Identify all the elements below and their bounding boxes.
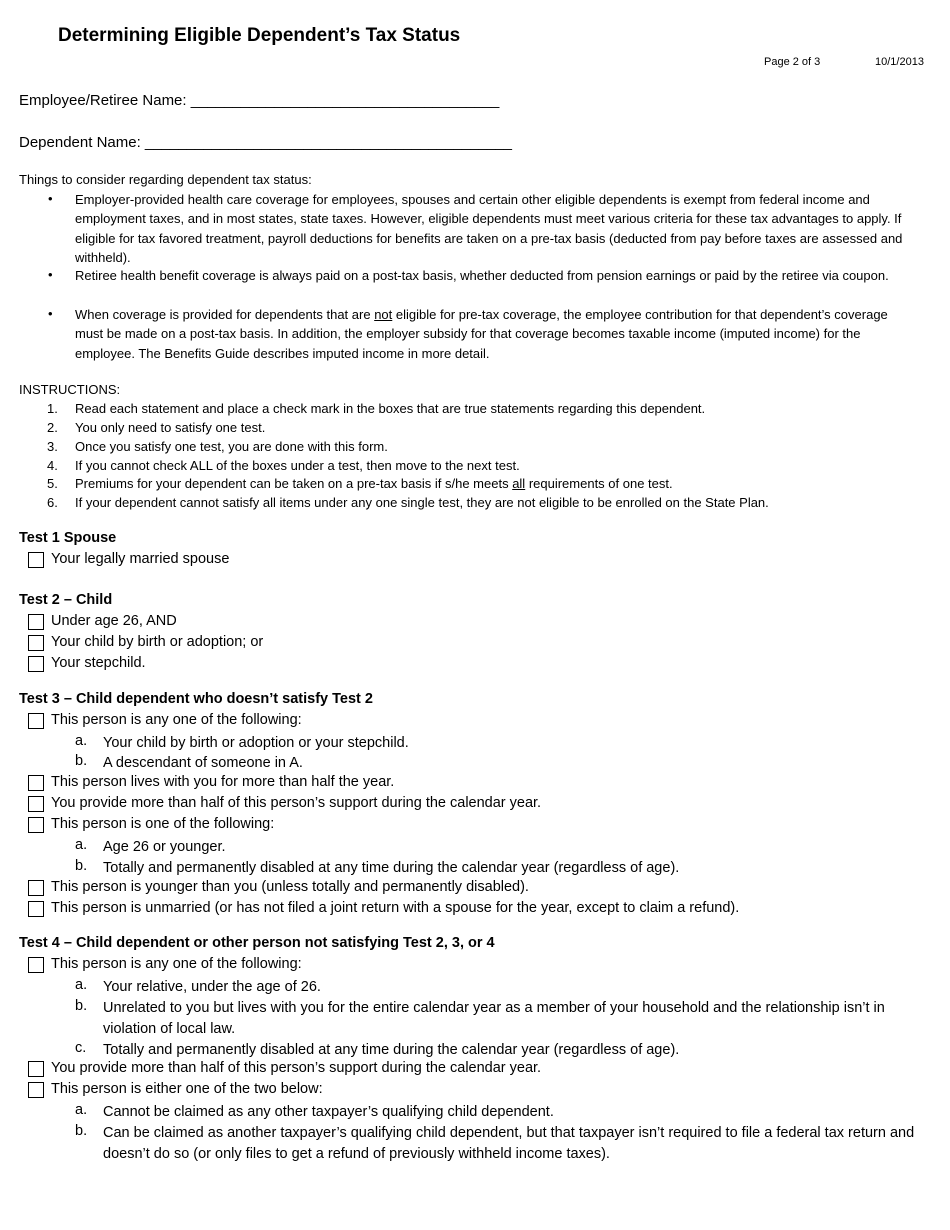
consider-bullet-3	[75, 305, 905, 363]
test-3-heading: Test 3 – Child dependent who doesn’t satisfy Test 2	[19, 691, 373, 707]
instruction-5-post: requirements of one test.	[525, 476, 673, 491]
sub-item-label: b.	[75, 1123, 88, 1139]
bullet-3-text-post: eligible for pre-tax coverage, the employee contribution for that dependent’s coverage must be made on a post-tax basis. In addition, the employer subsidy for that coverage becomes taxable income (imputed income) for the employee. The Benefits Guide describes imputed income in more detail.	[75, 307, 888, 361]
instruction-number: 3.	[47, 439, 58, 454]
test-2-checkbox-1[interactable]	[28, 614, 44, 630]
employee-name-field[interactable]: Employee/Retiree Name: _____________________________________	[19, 92, 500, 109]
instruction-item-1: Read each statement and place a check mark in the boxes that are true statements regarding this dependent.	[75, 401, 706, 416]
instruction-5-emphasis: all	[512, 476, 526, 491]
test-3-sub-item: Age 26 or younger.	[103, 839, 226, 855]
test-3-checkbox-2[interactable]	[28, 775, 44, 791]
test-1-checkbox-1[interactable]	[28, 552, 44, 568]
test-3-item-3: You provide more than half of this person’s support during the calendar year.	[51, 795, 542, 811]
test-3-sub-item: Your child by birth or adoption or your stepchild.	[103, 735, 409, 751]
test-4-heading: Test 4 – Child dependent or other person not satisfying Test 2, 3, or 4	[19, 935, 495, 951]
test-1-item-1: Your legally married spouse	[51, 551, 230, 567]
dependent-name-field[interactable]: Dependent Name: ____________________________________________	[19, 134, 512, 151]
instruction-item-6: If your dependent cannot satisfy all items under any one single test, they are not eligible to be enrolled on the State Plan.	[75, 495, 769, 510]
instruction-number: 4.	[47, 458, 58, 473]
test-1-heading: Test 1 Spouse	[19, 530, 117, 546]
test-2-item-3: Your stepchild.	[51, 655, 146, 671]
test-4-sub-item: Your relative, under the age of 26.	[103, 979, 321, 995]
test-2-checkbox-3[interactable]	[28, 656, 44, 672]
test-4-sub-item: Cannot be claimed as any other taxpayer’s qualifying child dependent.	[103, 1104, 554, 1120]
test-3-item-1: This person is any one of the following:	[51, 712, 302, 728]
test-4-sub-item: Unrelated to you but lives with you for the entire calendar year as a member of your household and the relationship isn’t in violation of local law.	[103, 1000, 885, 1037]
instruction-item-2: You only need to satisfy one test.	[75, 420, 266, 435]
consider-heading: Things to consider regarding dependent tax status:	[19, 172, 312, 187]
test-2-checkbox-2[interactable]	[28, 635, 44, 651]
test-4-sub-item: Can be claimed as another taxpayer’s qualifying child dependent, but that taxpayer isn’t required to file a federal tax return and doesn’t do so (or only files to get a refund of previously withheld income taxes).	[103, 1125, 915, 1162]
test-3-checkbox-4[interactable]	[28, 817, 44, 833]
sub-item-label: a.	[75, 977, 88, 993]
test-3-checkbox-1[interactable]	[28, 713, 44, 729]
sub-item-label: b.	[75, 858, 88, 874]
instruction-item-4: If you cannot check ALL of the boxes under a test, then move to the next test.	[75, 458, 520, 473]
test-3-item-2: This person lives with you for more than half the year.	[51, 774, 395, 790]
bullet-3-emphasis: not	[374, 307, 393, 322]
test-3-sub-item: Totally and permanently disabled at any time during the calendar year (regardless of age).	[103, 860, 680, 876]
instruction-item-5	[75, 476, 673, 491]
test-4-item-1: This person is any one of the following:	[51, 956, 302, 972]
bullet-3-text-pre: When coverage is provided for dependents that are	[75, 307, 375, 322]
sub-item-label: c.	[75, 1040, 87, 1056]
test-4-checkbox-2[interactable]	[28, 1061, 44, 1077]
instruction-5-pre: Premiums for your dependent can be taken on a pre-tax basis if s/he meets	[75, 476, 513, 491]
test-3-checkbox-3[interactable]	[28, 796, 44, 812]
bullet-marker: •	[48, 306, 53, 321]
instructions-heading: INSTRUCTIONS:	[19, 382, 121, 397]
consider-bullet-2: Retiree health benefit coverage is always paid on a post-tax basis, whether deducted from pension earnings or paid by the retiree via coupon.	[75, 268, 889, 283]
test-3-checkbox-5[interactable]	[28, 880, 44, 896]
test-3-item-4: This person is one of the following:	[51, 816, 275, 832]
test-3-item-5: This person is younger than you (unless totally and permanently disabled).	[51, 879, 529, 895]
bullet-marker: •	[48, 191, 53, 206]
test-4-sub-item: Totally and permanently disabled at any time during the calendar year (regardless of age).	[103, 1042, 680, 1058]
test-3-sub-item: A descendant of someone in A.	[103, 755, 303, 771]
test-4-checkbox-1[interactable]	[28, 957, 44, 973]
consider-bullet-1: Employer-provided health care coverage for employees, spouses and certain other eligible dependents is exempt from federal income and employment taxes, and in most states, state taxes. However, eligible dependents must meet various criteria for these tax advantages to apply. If eligible for tax favored treatment, payroll deductions for benefits are taken on a pre-tax basis (deducted from pay before taxes are assessed and withheld).	[75, 192, 903, 265]
sub-item-label: b.	[75, 753, 88, 769]
test-3-checkbox-6[interactable]	[28, 901, 44, 917]
test-4-item-3: This person is either one of the two below:	[51, 1081, 323, 1097]
instruction-item-3: Once you satisfy one test, you are done with this form.	[75, 439, 388, 454]
page-number: Page 2 of 3	[764, 56, 821, 68]
sub-item-label: b.	[75, 998, 88, 1014]
sub-item-label: a.	[75, 1102, 88, 1118]
instruction-number: 5.	[47, 476, 58, 491]
form-date: 10/1/2013	[875, 56, 924, 68]
page-title: Determining Eligible Dependent’s Tax Status	[58, 25, 461, 46]
test-2-item-1: Under age 26, AND	[51, 613, 177, 629]
test-4-item-2: You provide more than half of this person’s support during the calendar year.	[51, 1060, 542, 1076]
sub-item-label: a.	[75, 837, 88, 853]
bullet-marker: •	[48, 267, 53, 282]
instruction-number: 2.	[47, 420, 58, 435]
instruction-number: 1.	[47, 401, 58, 416]
test-2-item-2: Your child by birth or adoption; or	[51, 634, 264, 650]
test-4-checkbox-3[interactable]	[28, 1082, 44, 1098]
test-2-heading: Test 2 – Child	[19, 592, 113, 608]
sub-item-label: a.	[75, 733, 88, 749]
test-3-item-6: This person is unmarried (or has not filed a joint return with a spouse for the year, except to claim a refund).	[51, 900, 740, 916]
instruction-number: 6.	[47, 495, 58, 510]
